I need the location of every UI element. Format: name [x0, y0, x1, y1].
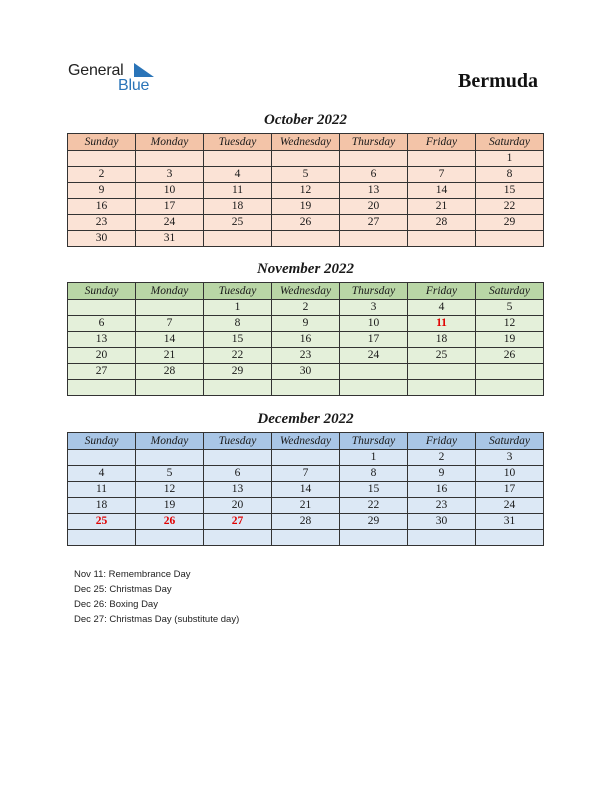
- holiday-note: Dec 27: Christmas Day (substitute day): [74, 614, 240, 625]
- day-cell: 9: [68, 183, 136, 199]
- weekday-header: Sunday: [68, 134, 136, 151]
- empty-day-cell: [408, 364, 476, 380]
- empty-day-cell: [68, 450, 136, 466]
- day-cell: 1: [204, 300, 272, 316]
- day-cell: 2: [68, 167, 136, 183]
- empty-day-cell: [68, 151, 136, 167]
- day-cell: 31: [136, 231, 204, 247]
- day-cell: 19: [272, 199, 340, 215]
- empty-day-cell: [68, 300, 136, 316]
- day-cell: 25: [204, 215, 272, 231]
- day-cell: 6: [340, 167, 408, 183]
- day-cell: 28: [136, 364, 204, 380]
- generalblue-logo: [68, 62, 158, 96]
- month-title-november: November 2022: [256, 261, 355, 277]
- empty-day-cell: [204, 450, 272, 466]
- month-title-october: October 2022: [264, 112, 347, 128]
- day-cell: 2: [408, 450, 476, 466]
- day-cell: 26: [476, 348, 544, 364]
- day-cell: 30: [272, 364, 340, 380]
- week-row: [68, 380, 544, 396]
- weekday-header: Thursday: [340, 134, 408, 151]
- day-cell: 29: [204, 364, 272, 380]
- day-cell: 4: [204, 167, 272, 183]
- weekday-header: Tuesday: [204, 283, 272, 300]
- weekday-header: Sunday: [68, 433, 136, 450]
- day-cell: 7: [136, 316, 204, 332]
- day-cell: 6: [68, 316, 136, 332]
- week-row: [68, 300, 544, 316]
- day-cell: 8: [204, 316, 272, 332]
- day-cell: 8: [476, 167, 544, 183]
- day-cell: 14: [272, 482, 340, 498]
- holiday-note: Dec 26: Boxing Day: [74, 599, 158, 610]
- holiday-note: Dec 25: Christmas Day: [74, 584, 172, 595]
- empty-day-cell: [68, 380, 136, 396]
- day-cell: 29: [340, 514, 408, 530]
- weekday-header: Wednesday: [272, 433, 340, 450]
- day-cell: 12: [272, 183, 340, 199]
- empty-day-cell: [408, 231, 476, 247]
- weekday-header-row: [68, 134, 544, 151]
- week-row: [68, 215, 544, 231]
- day-cell: 8: [340, 466, 408, 482]
- day-cell: 21: [408, 199, 476, 215]
- day-cell: 17: [136, 199, 204, 215]
- day-cell: 30: [68, 231, 136, 247]
- day-cell: 27: [204, 514, 272, 530]
- day-cell: 30: [408, 514, 476, 530]
- calendar-october: [67, 133, 544, 247]
- day-cell: 20: [68, 348, 136, 364]
- empty-day-cell: [136, 151, 204, 167]
- day-cell: 3: [340, 300, 408, 316]
- weekday-header: Tuesday: [204, 134, 272, 151]
- day-cell: 2: [272, 300, 340, 316]
- empty-day-cell: [204, 530, 272, 546]
- week-row: [68, 482, 544, 498]
- empty-day-cell: [340, 364, 408, 380]
- empty-day-cell: [136, 450, 204, 466]
- logo-text-general: General: [68, 62, 124, 79]
- day-cell: 5: [272, 167, 340, 183]
- empty-day-cell: [476, 530, 544, 546]
- weekday-header: Sunday: [68, 283, 136, 300]
- week-row: [68, 498, 544, 514]
- empty-day-cell: [68, 530, 136, 546]
- empty-day-cell: [272, 231, 340, 247]
- day-cell: 5: [136, 466, 204, 482]
- day-cell: 11: [68, 482, 136, 498]
- weekday-header: Tuesday: [204, 433, 272, 450]
- day-cell: 12: [136, 482, 204, 498]
- week-row: [68, 316, 544, 332]
- weekday-header: Thursday: [340, 433, 408, 450]
- day-cell: 7: [408, 167, 476, 183]
- day-cell: 31: [476, 514, 544, 530]
- day-cell: 10: [340, 316, 408, 332]
- calendar-december: [67, 432, 544, 546]
- day-cell: 6: [204, 466, 272, 482]
- day-cell: 27: [68, 364, 136, 380]
- empty-day-cell: [476, 231, 544, 247]
- empty-day-cell: [340, 380, 408, 396]
- day-cell: 21: [136, 348, 204, 364]
- day-cell: 14: [136, 332, 204, 348]
- day-cell: 16: [68, 199, 136, 215]
- weekday-header: Saturday: [476, 134, 544, 151]
- day-cell: 20: [340, 199, 408, 215]
- empty-day-cell: [272, 151, 340, 167]
- day-cell: 18: [204, 199, 272, 215]
- empty-day-cell: [340, 231, 408, 247]
- empty-day-cell: [136, 300, 204, 316]
- week-row: [68, 183, 544, 199]
- weekday-header: Friday: [408, 433, 476, 450]
- empty-day-cell: [272, 450, 340, 466]
- day-cell: 23: [408, 498, 476, 514]
- empty-day-cell: [340, 151, 408, 167]
- day-cell: 9: [272, 316, 340, 332]
- day-cell: 22: [204, 348, 272, 364]
- weekday-header: Saturday: [476, 433, 544, 450]
- week-row: [68, 364, 544, 380]
- day-cell: 22: [476, 199, 544, 215]
- day-cell: 13: [204, 482, 272, 498]
- weekday-header: Monday: [136, 283, 204, 300]
- week-row: [68, 530, 544, 546]
- week-row: [68, 231, 544, 247]
- weekday-header: Monday: [136, 433, 204, 450]
- weekday-header: Thursday: [340, 283, 408, 300]
- empty-day-cell: [204, 380, 272, 396]
- week-row: [68, 514, 544, 530]
- weekday-header: Saturday: [476, 283, 544, 300]
- week-row: [68, 332, 544, 348]
- day-cell: 3: [476, 450, 544, 466]
- weekday-header: Wednesday: [272, 134, 340, 151]
- day-cell: 11: [204, 183, 272, 199]
- day-cell: 25: [68, 514, 136, 530]
- day-cell: 15: [340, 482, 408, 498]
- day-cell: 17: [476, 482, 544, 498]
- weekday-header: Friday: [408, 283, 476, 300]
- week-row: [68, 199, 544, 215]
- day-cell: 14: [408, 183, 476, 199]
- logo-triangle-icon: [134, 63, 154, 77]
- empty-day-cell: [204, 151, 272, 167]
- day-cell: 25: [408, 348, 476, 364]
- week-row: [68, 167, 544, 183]
- day-cell: 18: [408, 332, 476, 348]
- day-cell: 12: [476, 316, 544, 332]
- day-cell: 10: [136, 183, 204, 199]
- day-cell: 28: [408, 215, 476, 231]
- day-cell: 27: [340, 215, 408, 231]
- day-cell: 18: [68, 498, 136, 514]
- day-cell: 4: [408, 300, 476, 316]
- week-row: [68, 151, 544, 167]
- empty-day-cell: [408, 380, 476, 396]
- day-cell: 10: [476, 466, 544, 482]
- empty-day-cell: [340, 530, 408, 546]
- day-cell: 20: [204, 498, 272, 514]
- empty-day-cell: [272, 380, 340, 396]
- country-title: Bermuda: [458, 70, 538, 92]
- day-cell: 23: [68, 215, 136, 231]
- weekday-header: Wednesday: [272, 283, 340, 300]
- day-cell: 28: [272, 514, 340, 530]
- weekday-header-row: [68, 283, 544, 300]
- week-row: [68, 348, 544, 364]
- weekday-header-row: [68, 433, 544, 450]
- day-cell: 22: [340, 498, 408, 514]
- holiday-note: Nov 11: Remembrance Day: [74, 569, 191, 580]
- empty-day-cell: [476, 380, 544, 396]
- day-cell: 16: [272, 332, 340, 348]
- empty-day-cell: [408, 530, 476, 546]
- day-cell: 26: [272, 215, 340, 231]
- empty-day-cell: [204, 231, 272, 247]
- holiday-notes: [74, 567, 239, 627]
- logo-text-blue: Blue: [118, 77, 150, 94]
- day-cell: 29: [476, 215, 544, 231]
- day-cell: 4: [68, 466, 136, 482]
- day-cell: 19: [136, 498, 204, 514]
- day-cell: 3: [136, 167, 204, 183]
- day-cell: 15: [476, 183, 544, 199]
- day-cell: 24: [136, 215, 204, 231]
- week-row: [68, 450, 544, 466]
- empty-day-cell: [272, 530, 340, 546]
- day-cell: 21: [272, 498, 340, 514]
- day-cell: 24: [476, 498, 544, 514]
- calendar-november: [67, 282, 544, 396]
- weekday-header: Monday: [136, 134, 204, 151]
- day-cell: 23: [272, 348, 340, 364]
- day-cell: 13: [340, 183, 408, 199]
- empty-day-cell: [408, 151, 476, 167]
- week-row: [68, 466, 544, 482]
- day-cell: 5: [476, 300, 544, 316]
- day-cell: 1: [340, 450, 408, 466]
- day-cell: 13: [68, 332, 136, 348]
- month-title-december: December 2022: [257, 411, 354, 427]
- empty-day-cell: [476, 364, 544, 380]
- empty-day-cell: [136, 380, 204, 396]
- day-cell: 11: [408, 316, 476, 332]
- day-cell: 1: [476, 151, 544, 167]
- day-cell: 15: [204, 332, 272, 348]
- weekday-header: Friday: [408, 134, 476, 151]
- empty-day-cell: [136, 530, 204, 546]
- day-cell: 26: [136, 514, 204, 530]
- day-cell: 19: [476, 332, 544, 348]
- day-cell: 16: [408, 482, 476, 498]
- day-cell: 7: [272, 466, 340, 482]
- day-cell: 17: [340, 332, 408, 348]
- day-cell: 24: [340, 348, 408, 364]
- day-cell: 9: [408, 466, 476, 482]
